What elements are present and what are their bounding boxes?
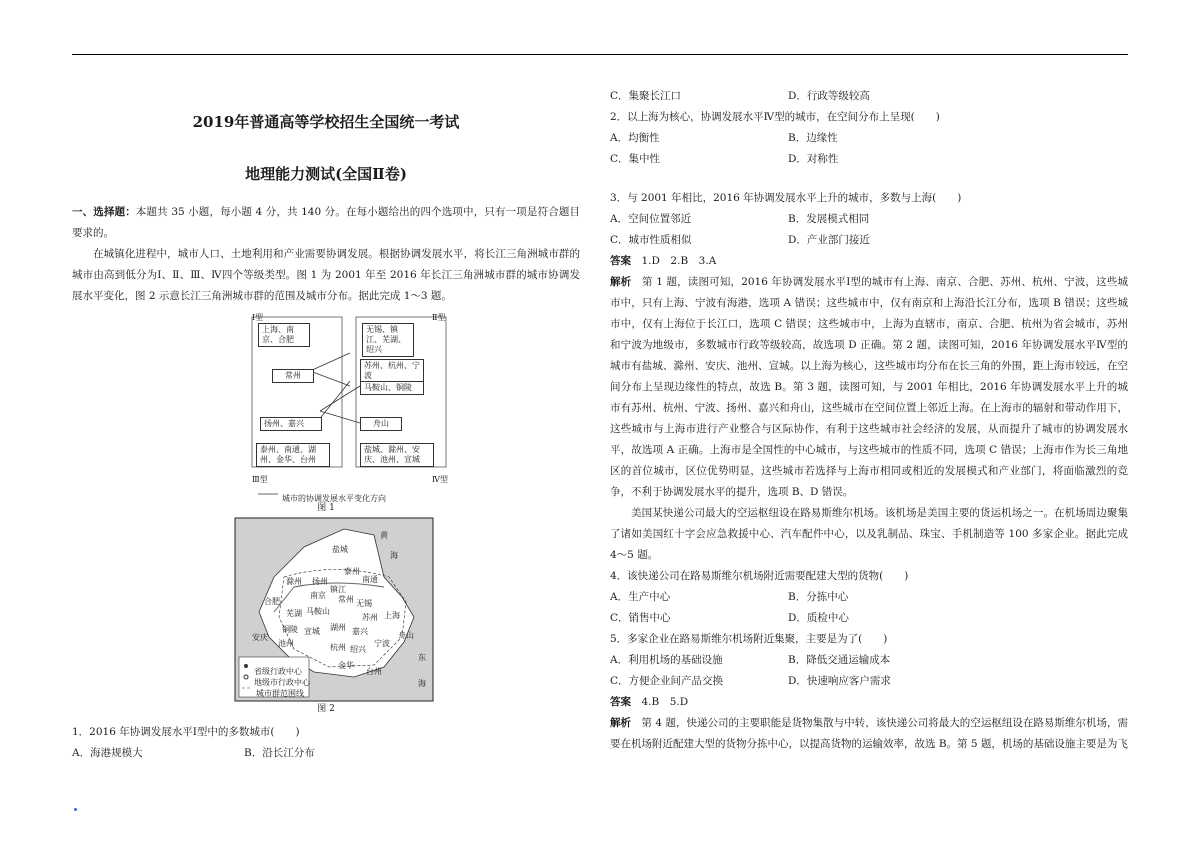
type-3-label: Ⅲ型 — [252, 475, 268, 484]
map-city-label: 苏州 — [362, 613, 378, 622]
intro-passage-2: 美国某快递公司最大的空运枢纽设在路易斯维尔机场。该机场是美国主要的货运机场之一。在机场周边聚集了诸如美国红十字会应急救援中心、汽车配件中心，以及乳制品、珠宝、手机制造等 100 多家企业。据此完成 4～5 题。 — [610, 507, 1128, 561]
map-city-label: 常州 — [338, 595, 354, 604]
question-4-options-cd — [610, 608, 1128, 629]
question-5-option-a: A．利用机场的基础设施 — [610, 654, 723, 666]
map-city-label: 南京 — [310, 591, 326, 600]
answer-1-3 — [610, 251, 1128, 272]
map-city-label: 上海 — [384, 611, 400, 620]
exam-title: 2019年普通高等学校招生全国统一考试 — [192, 113, 460, 131]
question-4-option-c: C．销售中心 — [610, 612, 671, 624]
page-marker-dot — [74, 808, 77, 811]
box-type4-cities: 盐城、滁州、安庆、池州、宣城 — [360, 443, 434, 467]
map-city-label: 无锡 — [356, 599, 372, 608]
question-4-options-ab — [610, 587, 1128, 608]
question-3-stem: 3．与 2001 年相比，2016 年协调发展水平上升的城市，多数与上海( ) — [610, 192, 962, 204]
box-yangzhou-jiaxing: 扬州、嘉兴 — [260, 417, 322, 431]
sea-label-3: 东 — [418, 653, 426, 662]
question-2-option-a: A．均衡性 — [610, 132, 660, 144]
map-city-label: 绍兴 — [350, 645, 366, 654]
answer-label: 答案 — [610, 696, 631, 708]
section-instructions — [72, 202, 580, 244]
box-changzhou: 常州 — [272, 369, 314, 383]
map-city-label: 扬州 — [312, 577, 328, 586]
question-3-option-d: D．产业部门接近 — [788, 234, 870, 246]
figure-2-map — [234, 517, 434, 702]
analysis-1-3 — [610, 272, 1128, 503]
question-5-option-d: D．快速响应客户需求 — [788, 675, 891, 687]
figure-2-caption: 图 2 — [317, 704, 335, 714]
sea-label-1: 黄 — [380, 531, 388, 540]
question-3-options-ab — [610, 209, 1128, 230]
question-5-stem: 5．多家企业在路易斯维尔机场附近集聚，主要是为了( ) — [610, 633, 888, 645]
map-city-label: 滁州 — [286, 577, 302, 586]
box-zhoushan: 舟山 — [360, 417, 402, 431]
analysis-label: 解析 — [610, 276, 632, 288]
analysis-text: 第 1 题，读图可知，2016 年协调发展水平Ⅰ型的城市有上海、南京、合肥、苏州、杭州、宁波，这些城市中，只有上海、宁波有海港，选项 A 错误；这些城市中，仅有南京和上海沿长江分布，选项 B 错误；这些城市中，仅有上海位于长江口，选项 C 错误；这些城市中，上海为直辖市，南京、合肥、杭州为省会城市，苏州和宁波为地级市，多数城市行政等级较高，故选项 D 正确。第 2 题，读图可知，2016 年协调发展水平Ⅳ型的城市有盐城、滁州、安庆、池州、宣城。以上海为核心，这些城市均分布在长三角的外围，距上海市较远，在空间分布上呈现边缘性的特点，故选 B。第 3 题，读图可知，与 2001 年相比，2016 年协调发展水平上升的城市有苏州、杭州、宁波、扬州、嘉兴和舟山，这些城市在空间位置上邻近上海。在上海市的辐射和带动作用下，这些城市与上海市进行产业整合与区际协作，有利于这些城市社会经济的发展，从而提升了城市的协调发展水平，故选项 A 正确。上海市是全国性的中心城市，与这些城市的性质不同，选项 C 错误；上海市作为长三角地区的首位城市，区位优势明显，这些城市若选择与上海市相同或相近的发展模式和产业部门，将面临激烈的竞争，不利于协调发展水平的提升，选项 B、D 错误。 — [610, 276, 1129, 498]
question-2-options-cd — [610, 149, 1128, 170]
question-5-options-ab — [610, 650, 1128, 671]
map-city-label: 盐城 — [332, 545, 348, 554]
question-3-option-c: C．城市性质相似 — [610, 234, 692, 246]
map-city-label: 南通 — [362, 575, 378, 584]
question-1-option-c: C．集聚长江口 — [610, 90, 682, 102]
map-city-label: 舟山 — [398, 631, 414, 640]
map-city-label: 台州 — [366, 667, 382, 676]
question-3-options-cd — [610, 230, 1128, 251]
map-city-label: 安庆 — [252, 633, 268, 642]
question-4-stem: 4．该快递公司在路易斯维尔机场附近需要配建大型的货物( ) — [610, 570, 909, 582]
map-city-label: 湖州 — [330, 623, 346, 632]
question-2-option-b: B．边缘性 — [788, 132, 838, 144]
question-1-stem: 1．2016 年协调发展水平Ⅰ型中的多数城市( ) — [72, 726, 300, 738]
map-city-label: 合肥 — [264, 597, 280, 606]
box-type3-cities: 泰州、南通、湖州、金华、台州 — [256, 443, 330, 467]
question-2-options-ab — [610, 128, 1128, 149]
question-4-option-a: A．生产中心 — [610, 591, 671, 603]
right-column — [610, 86, 1128, 755]
map-city-label: 池州 — [278, 639, 294, 648]
map-legend-provincial: 省级行政中心 — [254, 667, 302, 676]
question-3-option-a: A．空间位置邻近 — [610, 213, 692, 225]
answer-text: 4.B 5.D — [641, 696, 689, 708]
map-legend-prefecture: 地级市行政中心 — [254, 678, 310, 687]
map-city-label: 宣城 — [304, 627, 320, 636]
map-city-label: 嘉兴 — [352, 627, 368, 636]
question-4-option-d: D．质检中心 — [788, 612, 849, 624]
figure-1 — [250, 311, 450, 501]
question-1-option-b: B．沿长江分布 — [244, 747, 315, 759]
question-2-option-d: D．对称性 — [788, 153, 839, 165]
box-shanghai-nanjing-hefei: 上海、南京、合肥 — [258, 323, 310, 347]
answer-4-5 — [610, 692, 1128, 713]
map-city-label: 金华 — [338, 661, 354, 670]
analysis-4-5 — [610, 713, 1128, 755]
question-2-option-c: C．集中性 — [610, 153, 661, 165]
sea-label-4: 海 — [418, 679, 426, 688]
analysis-text: 第 4 题，快递公司的主要职能是货物集散与中转，该快递公司将最大的空运枢纽设在路易斯维尔机场，需要在机场附近配建大型的货物分拣中心，以提高货物的运输效率，故选 B。第 5 题，机场的基础设施主要是为飞 — [610, 717, 1129, 750]
question-1-option-d: D．行政等级较高 — [788, 90, 870, 102]
question-5-option-b: B．降低交通运输成本 — [788, 654, 891, 666]
figure-1-legend: 城市的协调发展水平变化方向 — [282, 494, 386, 503]
question-1-option-a: A．海港规模大 — [72, 747, 143, 759]
exam-subtitle: 地理能力测试(全国Ⅱ卷) — [245, 165, 407, 183]
left-column — [72, 100, 580, 764]
box-suzhou-hangzhou-ningbo: 苏州、杭州、宁波 — [360, 359, 424, 383]
box-maanshan-tongling: 马鞍山、铜陵 — [360, 381, 424, 395]
map-legend-boundary: 城市群范围线 — [256, 689, 304, 698]
type-4-label: Ⅳ型 — [432, 475, 448, 484]
map-city-label: 杭州 — [330, 643, 346, 652]
type-2-label: Ⅱ型 — [432, 313, 446, 322]
analysis-label: 解析 — [610, 717, 632, 729]
question-4-option-b: B．分拣中心 — [788, 591, 849, 603]
question-1-options-cd — [610, 86, 1128, 107]
section-text: 本题共 35 小题，每小题 4 分，共 140 分。在每小题给出的四个选项中，只有一项是符合题目要求的。 — [72, 206, 581, 239]
answer-text: 1.D 2.B 3.A — [641, 255, 717, 267]
header-rule — [72, 54, 1128, 55]
map-city-label: 芜湖 — [286, 609, 302, 618]
question-1-options-ab — [72, 743, 580, 764]
question-5-options-cd — [610, 671, 1128, 692]
answer-label: 答案 — [610, 255, 631, 267]
intro-passage-1: 在城镇化进程中，城市人口、土地利用和产业需要协调发展。根据协调发展水平，将长江三角洲城市群的城市由高到低分为Ⅰ、Ⅱ、Ⅲ、Ⅳ四个等级类型。图 1 为 2001 年至 2016 年长江三角洲城市群的城市协调发展水平变化，图 2 示意长江三角洲城市群的范围及城市分布。据此完成 1～3 题。 — [72, 248, 580, 302]
box-wuxi-zhenjiang: 无锡、镇江、芜湖、绍兴 — [362, 323, 414, 357]
sea-label-2: 海 — [390, 551, 398, 560]
question-3-option-b: B．发展模式相同 — [788, 213, 870, 225]
map-city-label: 马鞍山 — [306, 607, 330, 616]
map-city-label: 铜陵 — [282, 625, 298, 634]
map-city-label: 宁波 — [374, 639, 390, 648]
figure-1-caption: 图 1 — [317, 503, 335, 513]
type-1-label: Ⅰ型 — [252, 313, 264, 322]
question-5-option-c: C．方便企业间产品交换 — [610, 675, 724, 687]
question-2-stem: 2．以上海为核心，协调发展水平Ⅳ型的城市，在空间分布上呈现( ) — [610, 111, 940, 123]
map-city-label: 泰州 — [344, 567, 360, 576]
map-city-label: 镇江 — [330, 585, 346, 594]
section-heading: 一、选择题： — [72, 206, 136, 218]
